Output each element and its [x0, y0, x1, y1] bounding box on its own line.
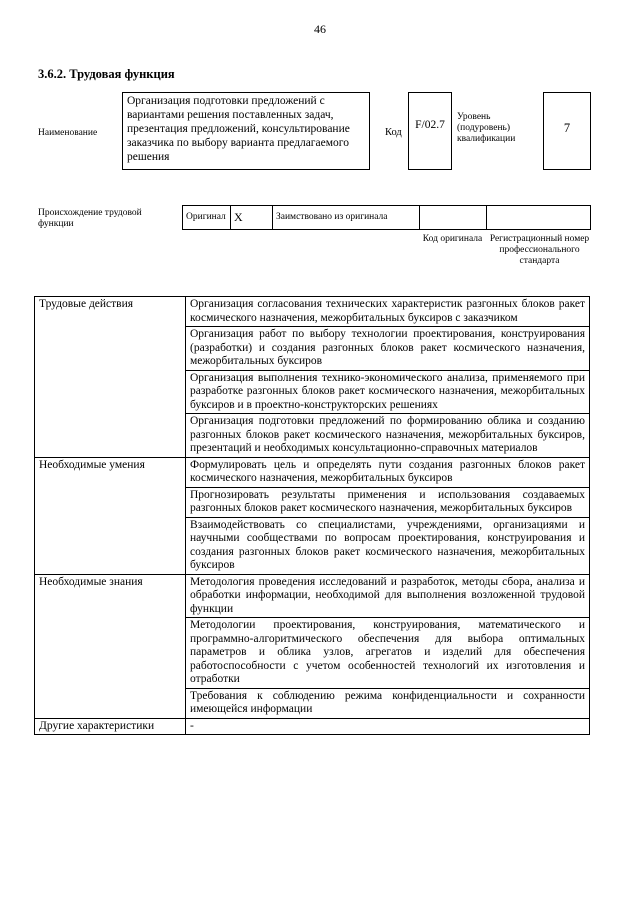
item-cell: Методология проведения исследований и разработок, методы сбора, анализа и обработки информации, необходимой для выполнения возложенной трудовой функции: [186, 574, 590, 618]
item-cell: -: [186, 718, 590, 735]
function-name: Организация подготовки предложений с вариантами решения поставленных задач, презентация предложений, консультирование заказчика по выбору варианта предлагаемого решения: [122, 92, 370, 170]
level-label: Уровень (подуровень) квалификации: [457, 112, 516, 144]
borrowed-label: Заимствовано из оригинала: [273, 206, 420, 229]
category-cell: Трудовые действия: [35, 297, 186, 458]
category-cell: Необходимые знания: [35, 574, 186, 718]
item-cell: Организация работ по выбору технологии проектирования, конструирования (разработки) и создания разгонных блоков ракет космического назначения, межорбитальных буксиров: [186, 327, 590, 371]
table-row: [35, 297, 590, 327]
section-title: 3.6.2. Трудовая функция: [38, 67, 175, 81]
code-original-label: Код оригинала: [422, 234, 483, 244]
original-mark: X: [231, 206, 273, 229]
qualification-level: 7: [543, 92, 591, 170]
table-row: [35, 457, 590, 487]
reg-number-label: Регистрационный номер профессионального стандарта: [489, 234, 590, 266]
item-cell: Организация согласования технических характеристик разгонных блоков ракет космического назначения, межорбитальных буксиров с заказчиком: [186, 297, 590, 327]
code-original-cell: [420, 206, 487, 229]
category-cell: Другие характеристики: [35, 718, 186, 735]
item-cell: Требования к соблюдению режима конфиденциальности и сохранности имеющейся информации: [186, 688, 590, 718]
function-details-table: [34, 296, 590, 735]
item-cell: Прогнозировать результаты применения и использования создаваемых разгонных блоков ракет космического назначения, межорбитальных буксиров: [186, 487, 590, 517]
origin-row: [182, 205, 591, 230]
item-cell: Формулировать цель и определять пути создания разгонных блоков ракет космического назначения, межорбитальных буксиров: [186, 457, 590, 487]
category-cell: Необходимые умения: [35, 457, 186, 574]
table-row: [35, 718, 590, 735]
table-row: [35, 574, 590, 618]
code-label: Код: [385, 127, 402, 138]
reg-number-cell: [487, 206, 590, 229]
item-cell: Методологии проектирования, конструирования, математического и программно-алгоритмического обеспечения для выбора оптимальных параметров и облика узлов, агрегатов и изделий для обеспечения работоспособности с учетом особенностей технологий их изготовления и отработки: [186, 618, 590, 689]
page-number: 46: [314, 22, 326, 36]
item-cell: Организация выполнения технико-экономического анализа, применяемого при разработке разгонных блоков ракет космического назначения, межорбитальных буксиров и в проектно-конструкторских решениях: [186, 370, 590, 414]
original-label: Оригинал: [183, 206, 231, 229]
item-cell: Взаимодействовать со специалистами, учреждениями, организациями и научными сообществами по вопросам проектирования, конструирования и создания разгонных блоков ракет космического назначения, межорбитальных буксиров: [186, 517, 590, 574]
origin-label: Происхождение трудовой функции: [38, 208, 142, 229]
function-code: F/02.7: [408, 92, 452, 170]
item-cell: Организация подготовки предложений по формированию облика и созданию разгонных блоков ракет космического назначения, межорбитальных буксиров, презентаций и необходимых консультационно-справочных материалов: [186, 414, 590, 458]
name-label: Наименование: [38, 128, 98, 138]
